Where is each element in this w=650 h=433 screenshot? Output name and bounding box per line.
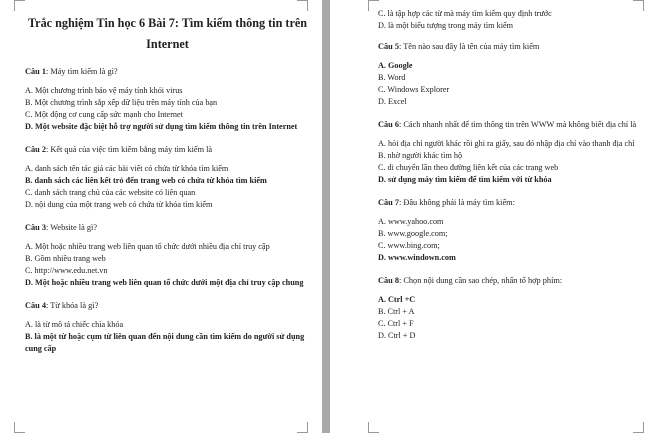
answer-option: D. nội dung của một trang web có chứa từ khóa tìm kiếm — [25, 200, 213, 209]
title-line-1: Trắc nghiệm Tin học 6 Bài 7: Tìm kiếm thông tin trên — [27, 16, 308, 30]
question-heading — [378, 118, 640, 131]
answer-option: C. http://www.edu.net.vn — [25, 266, 108, 275]
answer-options — [378, 294, 640, 342]
document-page-left — [0, 0, 322, 433]
question-heading — [378, 274, 640, 287]
question-text: : Website là gì? — [45, 223, 98, 232]
answer-option-correct: D. Một website đặc biệt hỗ trợ người sử dụng tìm kiếm thông tin trên Internet — [25, 122, 298, 131]
answer-option-correct: A. Google — [378, 61, 413, 70]
crop-mark — [368, 422, 379, 433]
crop-mark — [14, 0, 25, 11]
crop-mark — [368, 0, 379, 11]
continued-options — [378, 8, 640, 32]
answer-options — [25, 163, 310, 211]
answer-option: D. là một biểu tượng trong máy tìm kiếm — [378, 21, 513, 30]
question-heading — [378, 40, 640, 53]
answer-options — [25, 319, 310, 355]
question-text: : Máy tìm kiếm là gì? — [45, 67, 118, 76]
answer-option-correct: D. www.windown.com — [378, 253, 456, 262]
answer-option: A. hỏi địa chỉ người khác rồi ghi ra giấy, sau đó nhập địa chỉ vào thanh địa chỉ — [378, 139, 635, 148]
answer-option-correct: B. danh sách các liên kết trỏ đến trang web có chứa từ khóa tìm kiếm — [25, 176, 267, 185]
question-text: : Từ khóa là gì? — [45, 301, 99, 310]
answer-option: A. danh sách tên tác giả các bài viết có chứa từ khóa tìm kiếm — [25, 164, 229, 173]
question-number: Câu 3 — [25, 223, 46, 232]
question-heading — [25, 299, 310, 312]
crop-mark — [14, 422, 25, 433]
crop-mark — [297, 422, 308, 433]
answer-option: C. danh sách trang chủ của các website có liên quan — [25, 188, 196, 197]
question-number: Câu 2 — [25, 145, 46, 154]
question-number: Câu 6 — [378, 120, 399, 129]
answer-option-correct: D. Một hoặc nhiều trang web liên quan tổ chức dưới một địa chỉ truy cập chung — [25, 278, 304, 287]
question-text: : Cách nhanh nhất để tìm thông tin trên WWW mà không biết địa chỉ là — [398, 120, 637, 129]
question-list-left — [25, 65, 310, 355]
question-heading — [25, 65, 310, 78]
answer-option-correct: A. Ctrl +C — [378, 295, 416, 304]
answer-option: A. Một chương trình bảo vệ máy tính khỏi virus — [25, 86, 183, 95]
question-text: : Tên nào sau đây là tên của máy tìm kiếm — [398, 42, 540, 51]
answer-options — [378, 138, 640, 186]
answer-option: C. Windows Explorer — [378, 85, 450, 94]
crop-mark — [633, 0, 644, 11]
question-number: Câu 7 — [378, 198, 399, 207]
question-text: : Đâu không phải là máy tìm kiếm: — [398, 198, 515, 207]
answer-option: D. Ctrl + D — [378, 331, 416, 340]
answer-option: C. Một động cơ cung cấp sức mạnh cho Internet — [25, 110, 183, 119]
answer-option: C. www.bing.com; — [378, 241, 440, 250]
answer-option: B. nhờ người khác tìm hộ — [378, 151, 463, 160]
answer-option: B. Một chương trình sắp xếp dữ liệu trên máy tính của bạn — [25, 98, 218, 107]
answer-option: B. Gồm nhiều trang web — [25, 254, 106, 263]
answer-option: A. là từ mô tả chiếc chìa khóa — [25, 320, 124, 329]
document-title — [25, 13, 310, 55]
answer-option-correct: D. sử dụng máy tìm kiếm để tìm kiếm với từ khóa — [378, 175, 552, 184]
answer-option: C. di chuyển lần theo đường liên kết của các trang web — [378, 163, 559, 172]
answer-option: A. Một hoặc nhiều trang web liên quan tổ chức dưới nhiều địa chỉ truy cập — [25, 242, 270, 251]
question-number: Câu 8 — [378, 276, 399, 285]
question-number: Câu 4 — [25, 301, 46, 310]
answer-option: A. www.yahoo.com — [378, 217, 444, 226]
answer-options — [378, 60, 640, 108]
crop-mark — [297, 0, 308, 11]
answer-option: B. Word — [378, 73, 406, 82]
question-number: Câu 1 — [25, 67, 46, 76]
answer-option: B. Ctrl + A — [378, 307, 415, 316]
answer-options — [25, 241, 310, 289]
question-list-right — [378, 40, 640, 342]
document-page-right — [330, 0, 650, 433]
crop-mark — [633, 422, 644, 433]
question-heading — [25, 221, 310, 234]
answer-option: C. là tập hợp các từ mà máy tìm kiếm quy định trước — [378, 9, 552, 18]
question-number: Câu 5 — [378, 42, 399, 51]
answer-options — [378, 216, 640, 264]
answer-option-correct: B. là một từ hoặc cụm từ liên quan đến nội dung cần tìm kiếm do người sử dụng cung cấp — [25, 332, 305, 353]
question-text: : Kết quả của việc tìm kiếm bằng máy tìm kiếm là — [45, 145, 213, 154]
answer-options — [25, 85, 310, 133]
question-heading — [378, 196, 640, 209]
title-line-2: Internet — [146, 37, 189, 51]
question-text: : Chọn nội dung cần sao chép, nhấn tổ hợp phím: — [398, 276, 563, 285]
answer-option: C. Ctrl + F — [378, 319, 414, 328]
answer-option: D. Excel — [378, 97, 407, 106]
question-heading — [25, 143, 310, 156]
answer-option: B. www.google.com; — [378, 229, 448, 238]
